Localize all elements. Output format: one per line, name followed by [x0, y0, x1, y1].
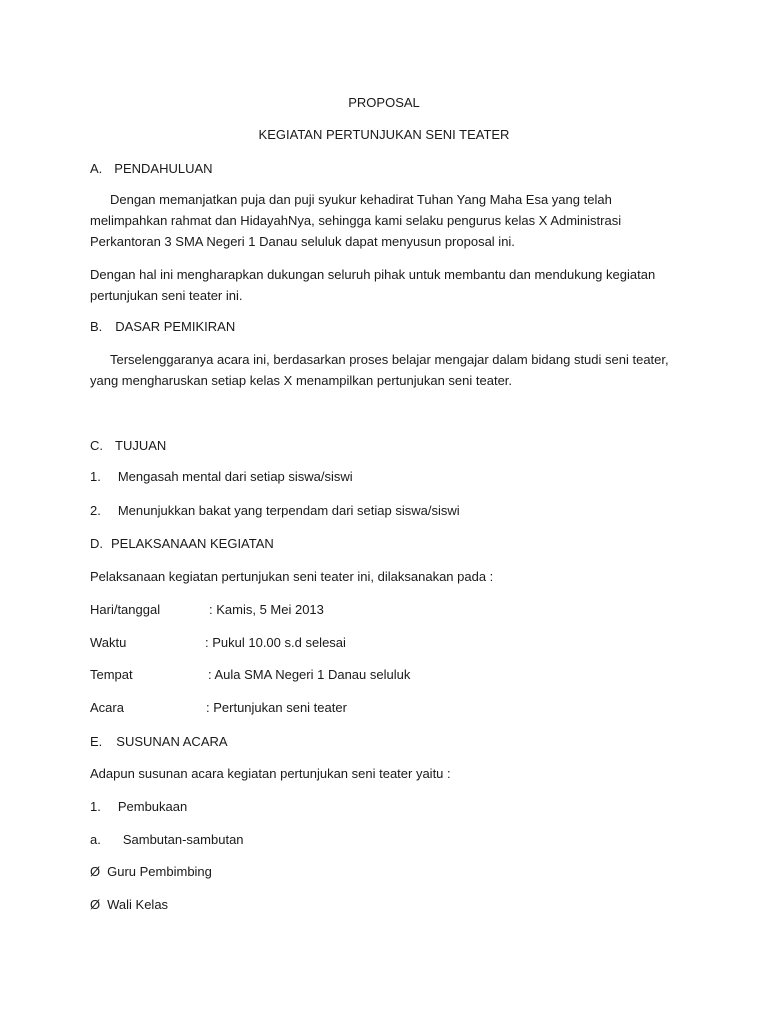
- section-label: DASAR PEMIKIRAN: [115, 319, 236, 334]
- detail-row-label: Tempat: [90, 667, 133, 682]
- detail-row-value: : Kamis, 5 Mei 2013: [209, 602, 324, 617]
- paragraph-susunan-intro: Adapun susunan acara kegiatan pertunjukan seni teater yaitu :: [90, 766, 451, 781]
- list-text: Pembukaan: [117, 799, 188, 814]
- section-number: D.: [90, 536, 103, 551]
- section-heading-c: [90, 438, 166, 454]
- bullet-arrow-icon: Ø: [90, 864, 101, 879]
- section-heading-e: [90, 734, 228, 750]
- list-item: [90, 799, 187, 815]
- list-number: 1.: [90, 469, 101, 484]
- paragraph-pendahuluan-1: Dengan memanjatkan puja dan puji syukur kehadirat Tuhan Yang Maha Esa yang telah melimpahkan rahmat dan HidayahNya, sehingga kami selaku pengurus kelas X Administrasi Perkantoran 3 SMA Negeri 1 Danau seluluk dapat menyusun proposal ini.: [90, 192, 622, 249]
- section-label: PELAKSANAAN KEGIATAN: [111, 536, 274, 551]
- bullet-text: Wali Kelas: [107, 897, 169, 912]
- document-title: PROPOSAL: [348, 95, 420, 110]
- list-item: [90, 503, 460, 519]
- section-heading-a: [90, 161, 213, 177]
- bullet-arrow-icon: Ø: [90, 897, 101, 912]
- bullet-text: Guru Pembimbing: [107, 864, 212, 879]
- section-number: E.: [90, 734, 103, 749]
- paragraph-dasar: Terselenggaranya acara ini, berdasarkan proses belajar mengajar dalam bidang studi seni teater, yang mengharuskan setiap kelas X menampilkan pertunjukan seni teater.: [90, 352, 669, 388]
- section-heading-d: [90, 536, 274, 552]
- detail-row-label: Hari/tanggal: [90, 602, 161, 617]
- list-number: 2.: [90, 503, 101, 518]
- section-label: SUSUNAN ACARA: [116, 734, 228, 749]
- detail-row-value: : Pertunjukan seni teater: [206, 700, 347, 715]
- detail-row-label: Waktu: [90, 635, 127, 650]
- section-number: C.: [90, 438, 103, 453]
- detail-row-label: Acara: [90, 700, 124, 715]
- bullet-item: [90, 897, 168, 913]
- section-number: B.: [90, 319, 103, 334]
- section-label: PENDAHULUAN: [114, 161, 213, 176]
- list-text: Sambutan-sambutan: [122, 832, 244, 847]
- detail-row-value: : Pukul 10.00 s.d selesai: [205, 635, 346, 650]
- list-item: [90, 469, 353, 485]
- detail-row-value: : Aula SMA Negeri 1 Danau seluluk: [208, 667, 411, 682]
- list-letter: a.: [90, 832, 101, 847]
- paragraph-pendahuluan-2: Dengan hal ini mengharapkan dukungan seluruh pihak untuk membantu dan mendukung kegiatan pertunjukan seni teater ini.: [90, 267, 656, 303]
- list-number: 1.: [90, 799, 101, 814]
- section-number: A.: [90, 161, 103, 176]
- bullet-item: [90, 864, 212, 880]
- sub-list-item: [90, 832, 244, 848]
- list-text: Mengasah mental dari setiap siswa/siswi: [117, 469, 353, 484]
- section-heading-b: [90, 319, 235, 335]
- document-subtitle: KEGIATAN PERTUNJUKAN SENI TEATER: [258, 127, 510, 142]
- section-label: TUJUAN: [115, 438, 167, 453]
- paragraph-pelaksanaan-intro: Pelaksanaan kegiatan pertunjukan seni teater ini, dilaksanakan pada :: [90, 569, 494, 584]
- list-text: Menunjukkan bakat yang terpendam dari setiap siswa/siswi: [117, 503, 460, 518]
